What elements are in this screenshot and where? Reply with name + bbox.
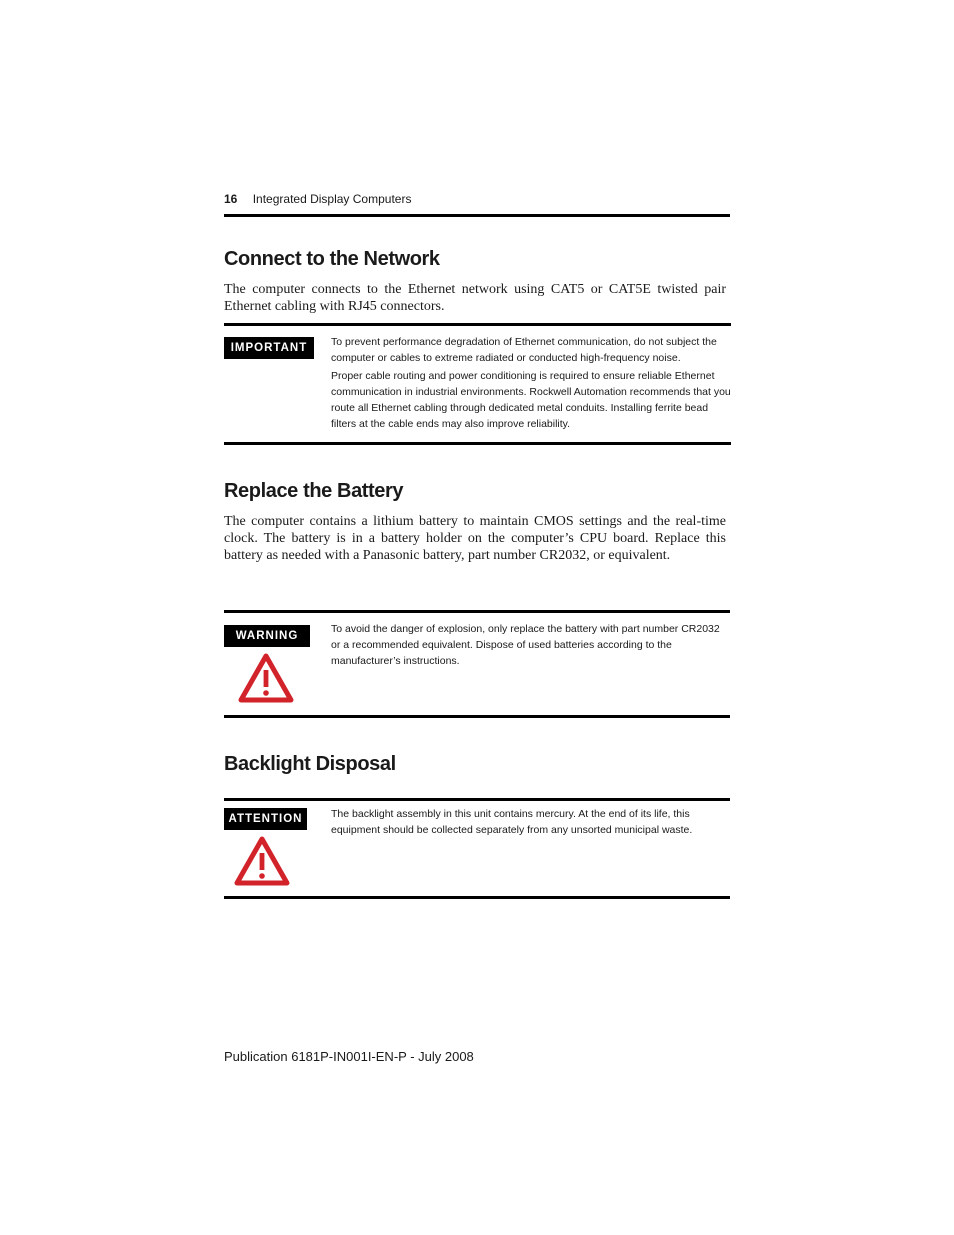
attention-note: [331, 806, 731, 840]
section-heading-battery: Replace the Battery: [224, 480, 404, 502]
warning-triangle-icon: [238, 653, 294, 703]
network-body-text: The computer connects to the Ethernet network using CAT5 or CAT5E twisted pair Ethernet cabling with RJ45 connectors.: [224, 282, 726, 314]
warning-note-text: To avoid the danger of explosion, only replace the battery with part number CR2032 or a recommended equivalent. Dispose of used batteries according to the manufacturer’s instructions.: [331, 623, 720, 667]
section-heading-network: Connect to the Network: [224, 248, 440, 270]
running-header-title: Integrated Display Computers: [252, 192, 412, 206]
attention-bottom-rule: [224, 896, 730, 899]
attention-note-text: The backlight assembly in this unit contains mercury. At the end of its life, this equipment should be collected separately from any unsorted municipal waste.: [331, 808, 693, 836]
warning-note: [331, 621, 731, 671]
page-number: 16: [224, 192, 238, 206]
header-rule: [224, 214, 730, 217]
important-label: IMPORTANT: [224, 337, 314, 359]
warning-bottom-rule: [224, 715, 730, 718]
battery-body-text: The computer contains a lithium battery to maintain CMOS settings and the real-time clock. The battery is in a battery holder on the computer’s CPU board. Replace this battery as needed with a Panasonic battery, part number CR2032, or equivalent.: [224, 514, 726, 563]
section-heading-backlight: Backlight Disposal: [224, 753, 396, 775]
attention-label: ATTENTION: [224, 808, 307, 830]
attention-triangle-icon: [234, 836, 290, 886]
important-note-paragraph-2: Proper cable routing and power conditioning is required to ensure reliable Ethernet communication in industrial environments. Rockwell Automation recommends that you route all Ethernet cabling through dedicated metal conduits. Installing ferrite bead filters at the cable ends may also improve reliability.: [331, 370, 731, 430]
important-bottom-rule: [224, 442, 731, 445]
important-top-rule: [224, 323, 731, 326]
important-note: [331, 334, 731, 434]
running-header: [224, 192, 411, 206]
important-note-paragraph-1: To prevent performance degradation of Ethernet communication, do not subject the computer or cables to extreme radiated or conducted high-frequency noise.: [331, 336, 717, 364]
publication-footer: Publication 6181P-IN001I-EN-P - July 2008: [224, 1049, 474, 1064]
attention-top-rule: [224, 798, 730, 801]
warning-label: WARNING: [224, 625, 310, 647]
warning-top-rule: [224, 610, 730, 613]
